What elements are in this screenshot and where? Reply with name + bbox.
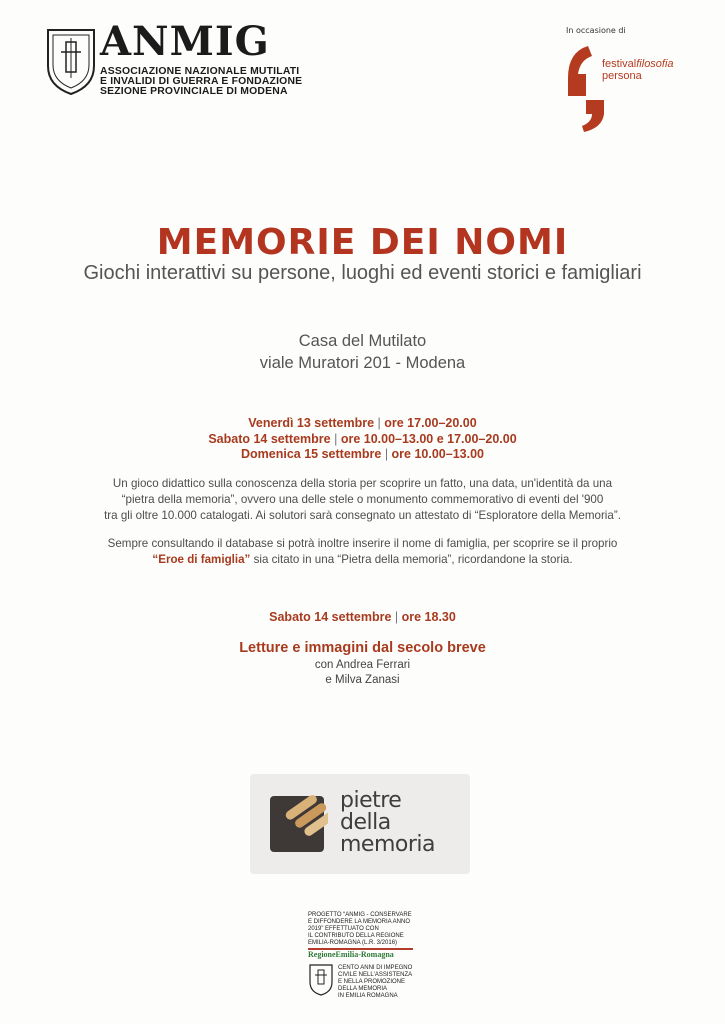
description-line-1: Un gioco didattico sulla conoscenza della storia per scoprire un fatto, una data, un'identità da una: [112, 477, 613, 490]
page-subtitle: Giochi interattivi su persone, luoghi ed eventi storici e famigliari: [83, 262, 642, 284]
description-paragraph: [0, 476, 725, 524]
project-line: PROGETTO “ANMIG - CONSERVARE: [308, 912, 412, 918]
event-speaker-1: con Andrea Ferrari: [314, 659, 411, 671]
schedule-day: Venerdì 13 settembre: [248, 416, 375, 430]
project-note: [308, 912, 418, 947]
schedule-sep: |: [374, 416, 385, 430]
anmig-small-seal-icon: [308, 963, 334, 997]
schedule-day: Domenica 15 settembre: [241, 447, 382, 461]
festival-quote-icon: [566, 44, 606, 134]
eroe-highlight: “Eroe di famiglia”: [152, 553, 251, 566]
event-sep: |: [391, 610, 402, 624]
caption-line: DELLA MEMORIA: [338, 986, 388, 992]
pietre-stones-icon: [270, 794, 328, 854]
page-title: MEMORIE DEI NOMI: [156, 222, 569, 263]
project-line: EMILIA-ROMAGNA (L.R. 3/2016): [308, 940, 398, 946]
centenary-caption: [338, 965, 448, 1000]
caption-line: IN EMILIA ROMAGNA: [338, 993, 398, 999]
schedule-day: Sabato 14 settembre: [208, 432, 331, 446]
schedule-sep: |: [330, 432, 341, 446]
schedule-hours: ore 10.00–13.00 e 17.00–20.00: [340, 432, 517, 446]
festival-name-b: filosofia: [636, 58, 674, 70]
schedule-hours: ore 10.00–13.00: [391, 447, 484, 461]
festival-name-a: festival: [602, 58, 637, 70]
festival-name-c: persona: [602, 70, 642, 82]
project-line: 2019” EFFETTUATO CON: [308, 926, 379, 932]
region-logo-text: RegioneEmilia-Romagna: [308, 950, 394, 959]
caption-line: CIVILE NELL'ASSISTENZA: [338, 972, 413, 978]
event-hours: ore 18.30: [401, 610, 456, 624]
venue-address: viale Muratori 201 - Modena: [259, 354, 466, 372]
anmig-title: ANMIG: [100, 18, 270, 65]
schedule-hours: ore 17.00–20.00: [384, 416, 477, 430]
description-line-3: tra gli oltre 10.000 catalogati. Ai solutori sarà consegnato un attestato di “Esploratore della Memoria”.: [104, 509, 621, 522]
caption-line: CENTO ANNI DI IMPEGNO: [338, 965, 413, 971]
family-paragraph: [0, 536, 725, 568]
event-day: Sabato 14 settembre: [269, 610, 392, 624]
festival-name: [602, 58, 674, 82]
project-line: E DIFFONDERE LA MEMORIA ANNO: [308, 919, 411, 925]
family-line-2: [0, 552, 725, 568]
anmig-line-1: ASSOCIAZIONE NAZIONALE MUTILATI: [100, 66, 300, 77]
anmig-line-2: E INVALIDI DI GUERRA E FONDAZIONE: [100, 76, 303, 87]
event-schedule: [0, 610, 725, 624]
event-speaker-2: e Milva Zanasi: [325, 674, 400, 686]
schedule-row: [0, 447, 725, 461]
description-line-2: “pietra della memoria”, ovvero una delle stele o monumento commemorativo di eventi del '900: [121, 493, 604, 506]
family-line-2-rest: sia citato in una “Pietra della memoria”, ricordandone la storia.: [250, 553, 573, 566]
anmig-seal-icon: [44, 26, 98, 96]
occasion-label: In occasione di: [566, 26, 626, 35]
venue-name: Casa del Mutilato: [298, 332, 427, 350]
caption-line: E NELLA PROMOZIONE: [338, 979, 406, 985]
schedule-row: [0, 416, 725, 430]
schedule-sep: |: [381, 447, 392, 461]
pietre-word-3: memoria: [340, 832, 435, 857]
project-line: IL CONTRIBUTO DELLA REGIONE: [308, 933, 404, 939]
pietre-word-2: della: [340, 810, 391, 835]
family-line-1: Sempre consultando il database si potrà inoltre inserire il nome di famiglia, per scoprire se il proprio: [107, 537, 618, 550]
anmig-line-3: SEZIONE PROVINCIALE DI MODENA: [100, 86, 288, 97]
pietre-wordmark: [340, 790, 435, 856]
pietre-word-1: pietre: [340, 788, 402, 813]
event-title: Letture e immagini dal secolo breve: [239, 640, 486, 656]
schedule-row: [0, 432, 725, 446]
